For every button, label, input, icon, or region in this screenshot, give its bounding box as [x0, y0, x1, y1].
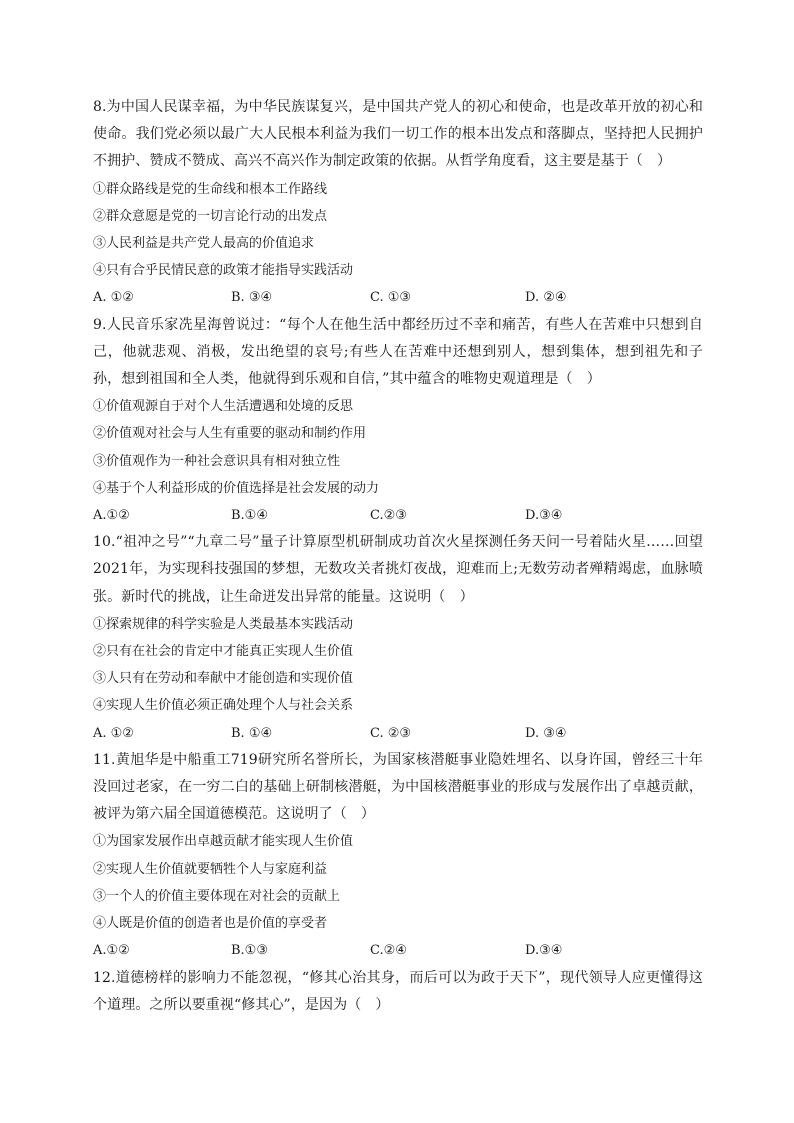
answer-d: D. ③④ — [525, 725, 567, 741]
answer-a: A. ①② — [93, 725, 134, 741]
exam-page — [93, 94, 703, 1019]
answer-d: D.③④ — [525, 508, 563, 524]
question-11 — [93, 747, 703, 965]
question-stem: 8.为中国人民谋幸福，为中华民族谋复兴，是中国共产党人的初心和使命，也是改革开放的初心和使命。我们党必须以最广大人民根本利益为我们一切工作的根本出发点和落脚点，坚持把人民拥护不拥护、赞成不赞成、高兴不高兴作为制定政策的依据。从哲学角度看，这主要是基于（ ） — [93, 99, 703, 170]
option-item: ④只有合乎民情民意的政策才能指导实践活动 — [93, 263, 354, 279]
option-item: ②实现人生价值就要牺牲个人与家庭利益 — [93, 861, 328, 877]
answer-a: A. ①② — [93, 290, 134, 306]
answer-a: A.①② — [93, 508, 130, 524]
answer-b: B.①③ — [231, 943, 268, 959]
answer-choices — [93, 284, 703, 311]
option-item: ②只有在社会的肯定中才能真正实现人生价值 — [93, 644, 354, 660]
option-item: ③价值观作为一种社会意识具有相对独立性 — [93, 453, 341, 469]
answer-b: B. ①④ — [231, 725, 273, 741]
question-8 — [93, 94, 703, 312]
answer-b: B. ③④ — [231, 290, 273, 306]
option-item: ①价值观源自于对个人生活遭遇和处境的反思 — [93, 399, 354, 415]
option-item: ③人民利益是共产党人最高的价值追求 — [93, 236, 315, 252]
option-item: ④基于个人利益形成的价值选择是社会发展的动力 — [93, 480, 380, 496]
answer-c: C. ①③ — [370, 290, 412, 306]
answer-d: D.③④ — [525, 943, 563, 959]
option-item: ②群众意愿是党的一切言论行动的出发点 — [93, 208, 328, 224]
option-item: ①为国家发展作出卓越贡献才能实现人生价值 — [93, 834, 354, 850]
question-9 — [93, 312, 703, 530]
question-stem: 11.黄旭华是中船重工719研究所名誉所长，为国家核潜艇事业隐姓埋名、以身许国，曾经三十年没回过老家，在一穷二白的基础上研制核潜艇，为中国核潜艇事业的形成与发展作出了卓越贡献，被评为第六届全国道德模范。这说明了（ ） — [93, 751, 703, 823]
option-item: ①群众路线是党的生命线和根本工作路线 — [93, 181, 328, 197]
answer-b: B.①④ — [231, 508, 268, 524]
question-stem: 9.人民音乐家冼星海曾说过：“每个人在他生活中都经历过不幸和痛苦，有些人在苦难中只想到自己，他就悲观、消极，发出绝望的哀号;有些人在苦难中还想到别人，想到集体，想到祖先和子孙，想到祖国和全人类，他就得到乐观和自信，”其中蕴含的唯物史观道理是（ ） — [93, 316, 703, 388]
option-item: ②价值观对社会与人生有重要的驱动和制约作用 — [93, 426, 367, 442]
question-12 — [93, 965, 703, 1019]
option-item: ①探索规律的科学实验是人类最基本实践活动 — [93, 616, 354, 632]
option-item: ③人只有在劳动和奉献中才能创造和实现价值 — [93, 671, 354, 687]
question-stem: 10.“祖冲之号”“九章二号”量子计算原型机研制成功首次火星探测任务天问一号着陆火星……回望2021年，为实现科技强国的梦想，无数攻关者挑灯夜战，迎难而上;无数劳动者殚精竭虑，血脉喷张。新时代的挑战，让生命迸发出异常的能量。这说明（ ） — [93, 534, 703, 605]
answer-c: C. ②③ — [370, 725, 412, 741]
option-item: ④人既是价值的创造者也是价值的享受者 — [93, 916, 328, 932]
option-item: ④实现人生价值必须正确处理个人与社会关系 — [93, 698, 354, 714]
answer-c: C.②③ — [370, 508, 407, 524]
answer-a: A.①② — [93, 943, 130, 959]
answer-choices — [93, 502, 703, 529]
option-item: ③一个人的价值主要体现在对社会的贡献上 — [93, 888, 341, 904]
answer-c: C.②④ — [370, 943, 407, 959]
answer-choices — [93, 720, 703, 747]
question-10 — [93, 529, 703, 747]
answer-d: D. ②④ — [525, 290, 567, 306]
answer-choices — [93, 937, 703, 964]
question-stem: 12.道德榜样的影响力不能忽视，“修其心治其身，而后可以为政于天下”，现代领导人应更懂得这个道理。之所以要重视“修其心”，是因为（ ） — [93, 969, 703, 1013]
